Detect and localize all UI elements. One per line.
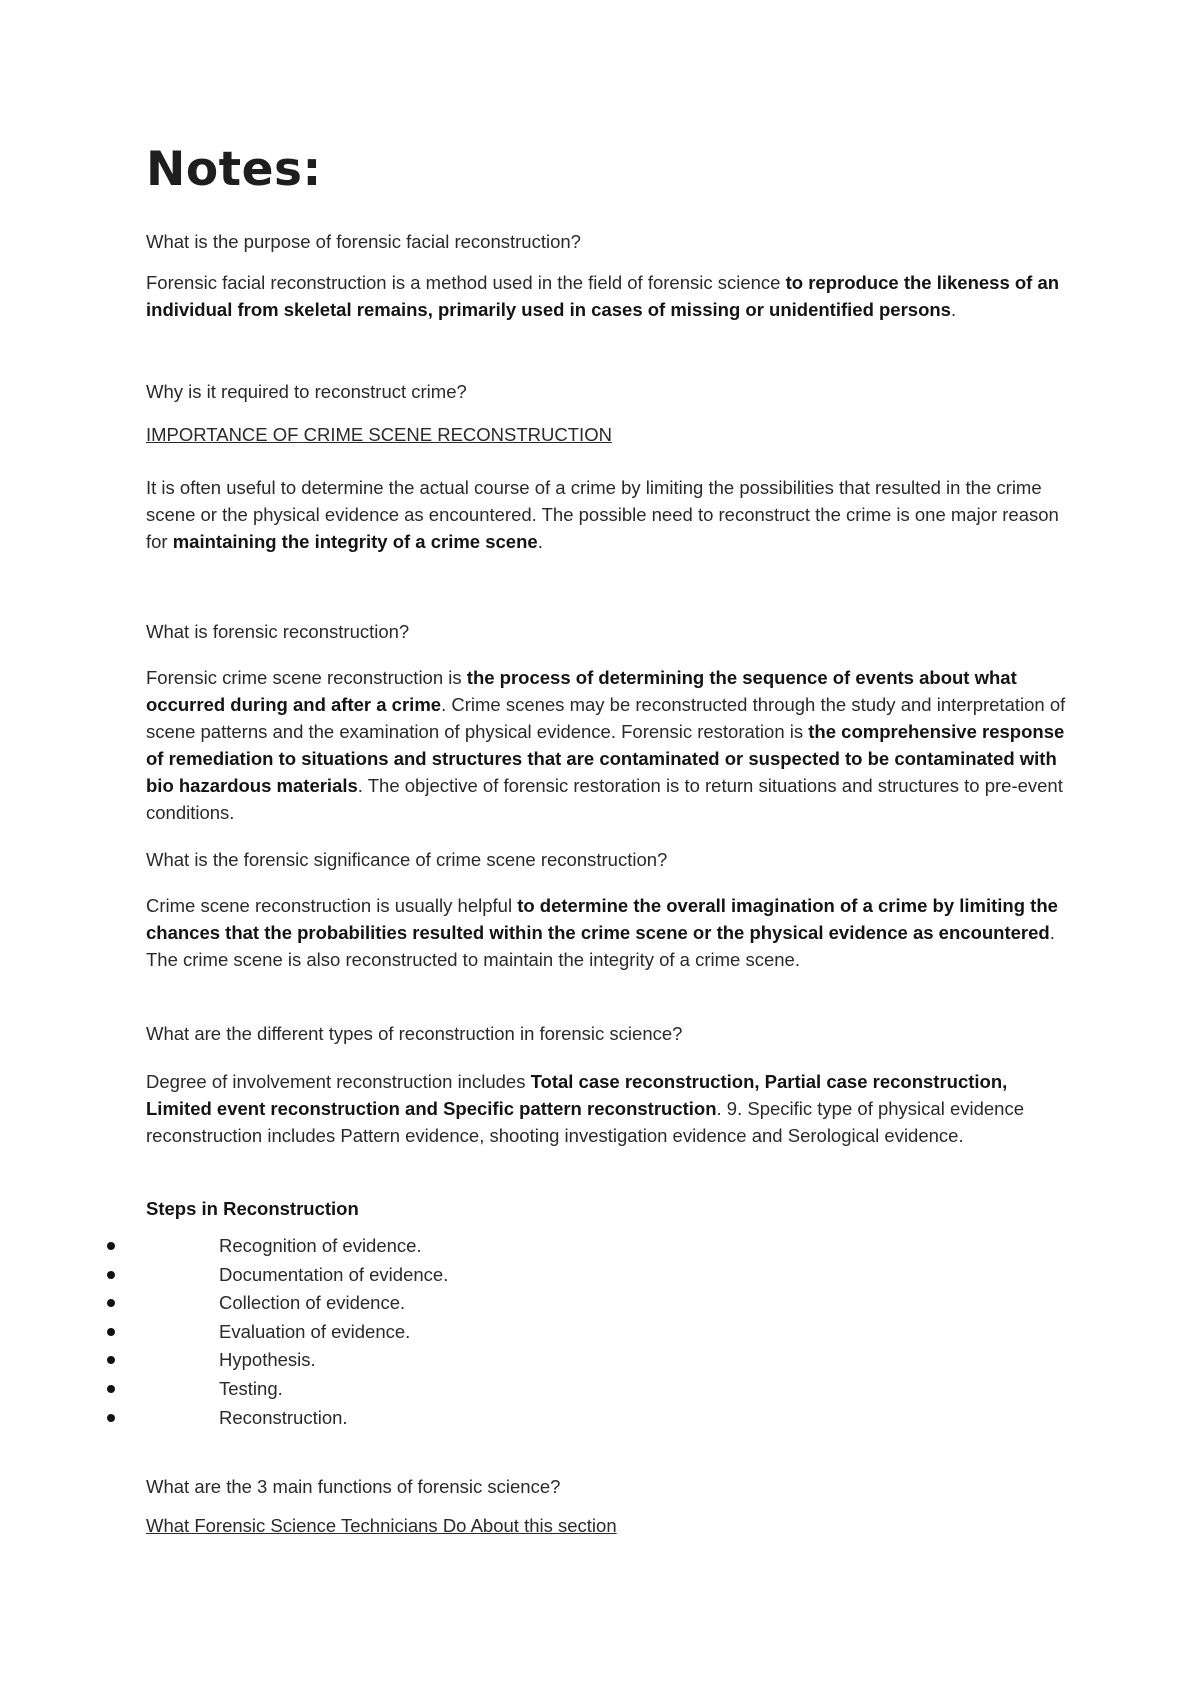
step-text: Recognition of evidence.: [219, 1235, 422, 1256]
step-text: Collection of evidence.: [219, 1292, 406, 1314]
step-text: Documentation of evidence.: [219, 1263, 449, 1285]
technicians-link[interactable]: What Forensic Science Technicians Do About this section: [146, 1515, 617, 1536]
list-item: [0, 1289, 700, 1318]
answer-text: Degree of involvement reconstruction includes: [146, 1071, 531, 1092]
step-text: Evaluation of evidence.: [219, 1320, 411, 1342]
answer-facial-reconstruction: [146, 269, 1066, 323]
importance-heading-link[interactable]: IMPORTANCE OF CRIME SCENE RECONSTRUCTION: [146, 424, 612, 445]
question-forensic-significance: What is the forensic significance of crime scene reconstruction?: [146, 849, 668, 870]
list-item: [0, 1232, 700, 1261]
answer-text: . The objective of forensic restoration is to return situations and structures to pre-event conditions.: [146, 775, 1063, 823]
steps-heading: Steps in Reconstruction: [146, 1198, 359, 1219]
bullet-icon: [107, 1242, 115, 1250]
answer-text: . The crime scene is also reconstructed to maintain the integrity of a crime scene.: [146, 922, 1055, 970]
page-title: Notes:: [146, 142, 322, 197]
question-why-reconstruct: Why is it required to reconstruct crime?: [146, 381, 467, 402]
answer-text: It is often useful to determine the actual course of a crime by limiting the possibilities that resulted in the crime scene or the physical evidence as encountered. The possible need to reconstruct the crime is one major reason for: [146, 477, 1059, 552]
question-facial-reconstruction: What is the purpose of forensic facial reconstruction?: [146, 231, 581, 252]
bullet-icon: [107, 1271, 115, 1279]
list-item: [0, 1318, 700, 1347]
bullet-icon: [107, 1414, 115, 1422]
list-item: [0, 1375, 700, 1404]
question-forensic-reconstruction: What is forensic reconstruction?: [146, 621, 410, 642]
step-text: Reconstruction.: [219, 1406, 348, 1428]
answer-importance: [146, 474, 1066, 555]
answer-reconstruction-types: [146, 1068, 1066, 1149]
answer-text: . Crime scenes may be reconstructed through the study and interpretation of scene patterns and the examination of physical evidence. Forensic restoration is: [146, 694, 1066, 742]
answer-bold-text: the comprehensive response of remediation to situations and structures that are contaminated or suspected to be contaminated with bio hazardous materials: [146, 721, 1065, 796]
question-reconstruction-types: What are the different types of reconstruction in forensic science?: [146, 1023, 683, 1044]
list-item: [0, 1261, 700, 1290]
question-main-functions: What are the 3 main functions of forensic science?: [146, 1476, 561, 1497]
answer-forensic-significance: [146, 892, 1066, 973]
list-item: [0, 1404, 700, 1433]
answer-text: .: [950, 299, 957, 320]
answer-text: Crime scene reconstruction is usually helpful: [146, 895, 518, 916]
answer-forensic-reconstruction: [146, 664, 1066, 826]
answer-text: . 9. Specific type of physical evidence reconstruction includes Pattern evidence, shooting investigation evidence and Serological evidence.: [146, 1098, 1025, 1146]
bullet-icon: [107, 1299, 115, 1307]
steps-list: [0, 1232, 700, 1432]
bullet-icon: [107, 1385, 115, 1393]
step-text: Testing.: [219, 1377, 283, 1399]
answer-bold-text: maintaining the integrity of a crime scene: [172, 531, 538, 552]
step-text: Hypothesis.: [219, 1349, 316, 1371]
answer-text: Forensic crime scene reconstruction is: [146, 667, 467, 688]
answer-bold-text: the process of determining the sequence of events about what occurred during and after a crime: [146, 667, 1017, 715]
answer-text: Forensic facial reconstruction is a method used in the field of forensic science: [146, 272, 786, 293]
answer-bold-text: to reproduce the likeness of an individual from skeletal remains, primarily used in cases of missing or unidentified persons: [146, 272, 1060, 320]
answer-text: .: [537, 531, 543, 552]
answer-bold-text: Total case reconstruction, Partial case reconstruction, Limited event reconstruction and Specific pattern reconstruction: [146, 1071, 1008, 1119]
answer-bold-text: to determine the overall imagination of a crime by limiting the chances that the probabilities resulted within the crime scene or the physical evidence as encountered: [146, 895, 1058, 943]
bullet-icon: [107, 1356, 115, 1364]
list-item: [0, 1346, 700, 1375]
bullet-icon: [107, 1328, 115, 1336]
